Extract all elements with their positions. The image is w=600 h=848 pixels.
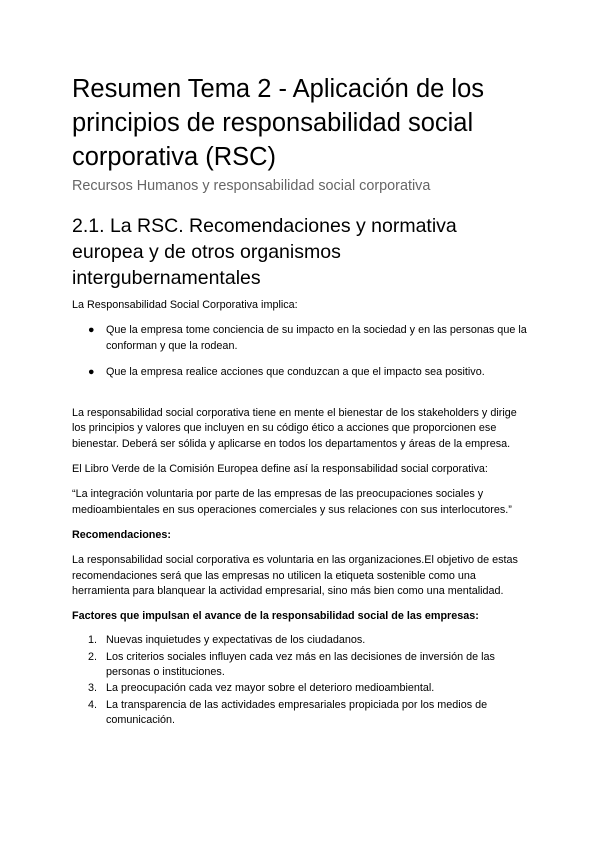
list-item-text: La preocupación cada vez mayor sobre el deterioro medioambiental.: [106, 682, 435, 695]
factores-list: [72, 633, 528, 728]
libro-verde-paragraph: El Libro Verde de la Comisión Europea define así la responsabilidad social corporativa:: [72, 463, 488, 476]
document-subtitle: Recursos Humanos y responsabilidad social corporativa: [72, 178, 431, 194]
list-item: [72, 698, 528, 729]
list-item: [72, 365, 528, 380]
rsc-paragraph: La responsabilidad social corporativa tiene en mente el bienestar de los stakeholders y dirige los principios y valores que incluyen en su código ético a acciones que proporcionen ese bienestar. Deberá ser sólida y aplicarse en todos los departamentos y áreas de la empresa.: [72, 407, 517, 450]
list-item-text: La transparencia de las actividades empresariales propiciada por los medios de comunicación.: [106, 698, 488, 726]
list-item-text: Que la empresa tome conciencia de su impacto en la sociedad y en las personas que la conforman y que la rodean.: [106, 324, 527, 352]
list-item-text: Nuevas inquietudes y expectativas de los ciudadanos.: [106, 634, 366, 647]
quote-paragraph: “La integración voluntaria por parte de las empresas de las preocupaciones sociales y medioambientales en sus operaciones comerciales y sus relaciones con sus interlocutores.”: [72, 488, 512, 516]
list-number: 3.: [88, 682, 98, 695]
list-item: [72, 323, 528, 354]
list-number: 4.: [88, 698, 98, 711]
list-number: 1.: [88, 634, 98, 647]
list-item: [72, 681, 528, 696]
document-page: [72, 72, 528, 729]
factores-heading: Factores que impulsan el avance de la responsabilidad social de las empresas:: [72, 610, 479, 623]
bullet-icon: ●: [88, 365, 95, 378]
recomendaciones-paragraph: La responsabilidad social corporativa es voluntaria en las organizaciones.El objetivo de estas recomendaciones será que las empresas no utilicen la etiqueta sostenible como una herramienta para blanquear la actividad empresarial, sino más bien como una mentalidad.: [72, 554, 518, 597]
list-number: 2.: [88, 650, 98, 663]
list-item-text: Que la empresa realice acciones que conduzcan a que el impacto sea positivo.: [106, 365, 485, 378]
list-item: [72, 633, 528, 648]
document-title: Resumen Tema 2 - Aplicación de los principios de responsabilidad social corporativa (RSC): [72, 75, 484, 171]
rsc-bullet-list: [72, 323, 528, 380]
intro-paragraph: La Responsabilidad Social Corporativa implica:: [72, 299, 298, 311]
list-item-text: Los criterios sociales influyen cada vez más en las decisiones de inversión de las personas o instituciones.: [106, 650, 495, 679]
recomendaciones-heading: Recomendaciones:: [72, 528, 172, 541]
list-item: [72, 650, 528, 681]
bullet-icon: ●: [88, 324, 95, 337]
section-heading: 2.1. La RSC. Recomendaciones y normativa europea y de otros organismos intergubernamentales: [72, 215, 457, 289]
